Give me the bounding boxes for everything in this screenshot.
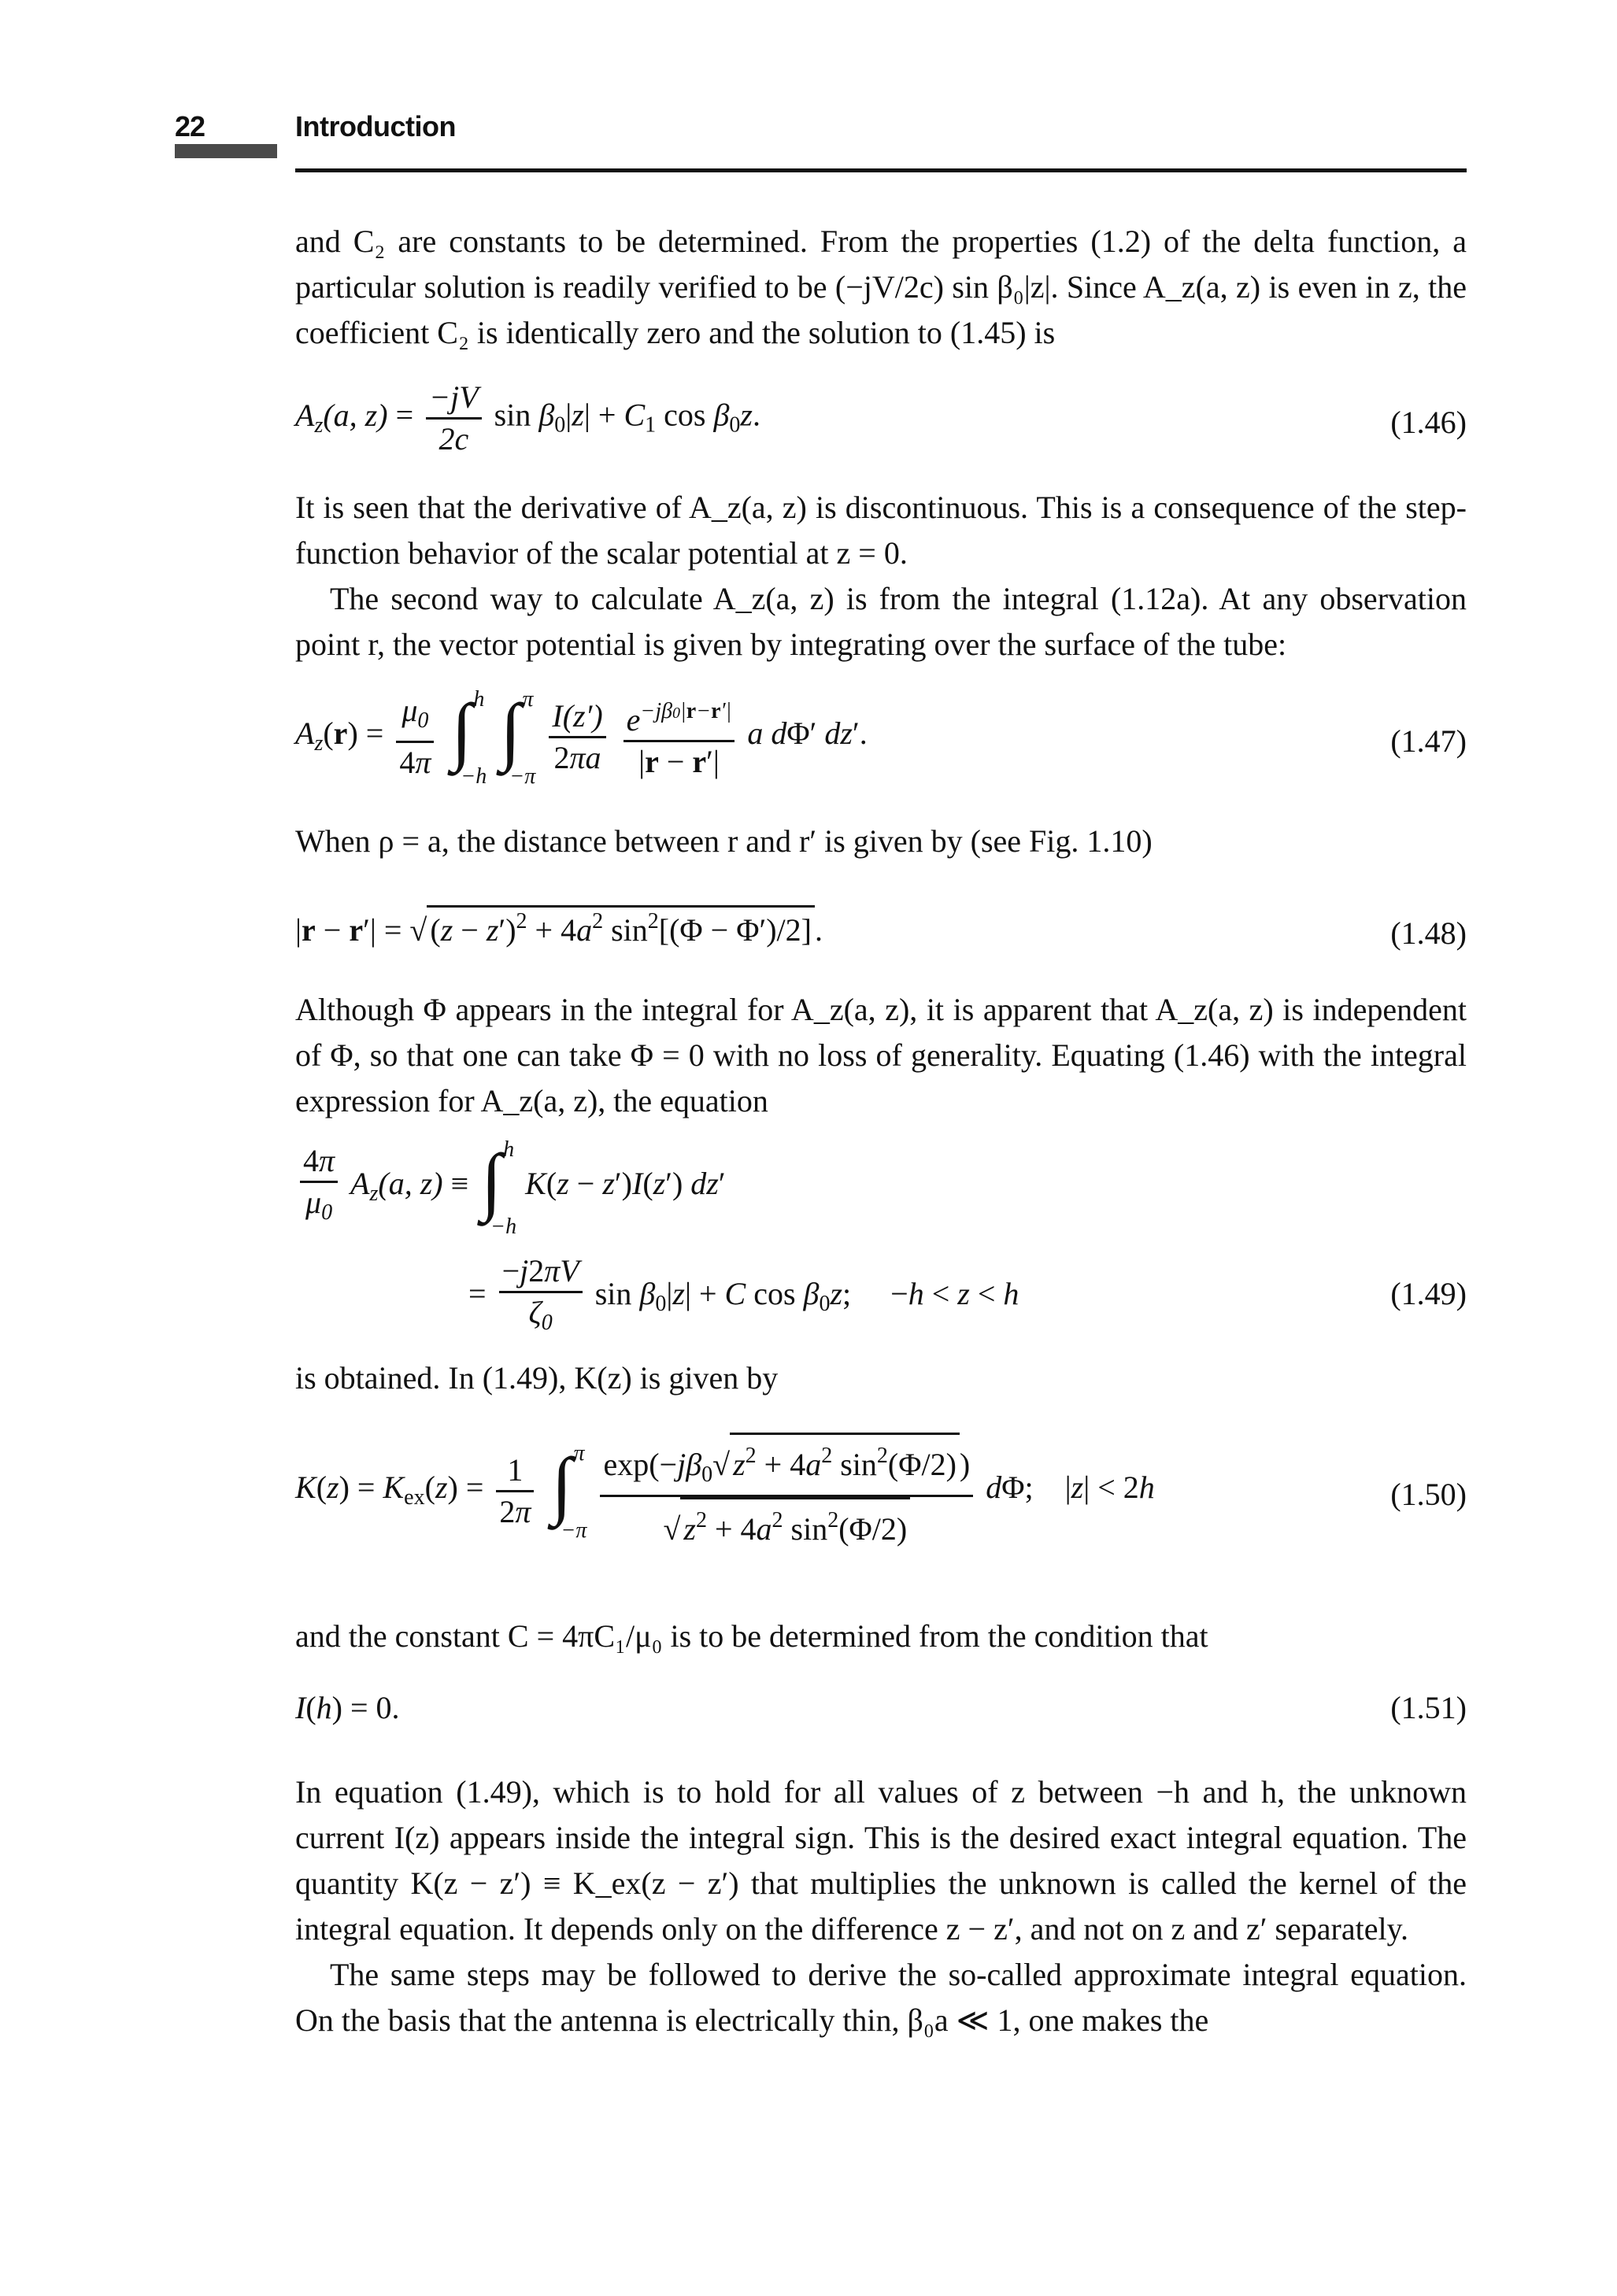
paragraph-7-text: and the constant C = 4πC₁/μ₀ is to be determined from the condition that bbox=[295, 1618, 1208, 1654]
equation-1-48: |r − r′| = √ $(z - z')^2 + 4a^2$ $\sin^2[(\Phi - \Phi')/2]$ . (1.48) bbox=[295, 897, 1467, 960]
paragraph-6-text: is obtained. In (1.49), K(z) is given by bbox=[295, 1360, 779, 1396]
paragraph-3-text: The second way to calculate A_z(a, z) is from the integral (1.12a). At any observation point r, the vector potential is given by integrating over the surface of the tube: bbox=[295, 581, 1467, 662]
page-number: 22 bbox=[175, 110, 205, 142]
page-number-bar bbox=[175, 144, 277, 158]
equation-1-46: $A_z(a$, z) = $\frac{-jV}{2c}$ $\sin \beta_0|z| + C_1$ $\cos \beta_0z$. (1.46) bbox=[295, 379, 1467, 457]
eqnum-1-50: (1.50) bbox=[1390, 1477, 1467, 1512]
paragraph-8 bbox=[295, 1769, 1467, 2043]
running-head: Introduction bbox=[295, 110, 456, 142]
eqnum-1-48: (1.48) bbox=[1390, 915, 1467, 951]
paragraph-1 bbox=[295, 219, 1467, 356]
equation-1-50: $K(z) = K_{ex}(z)$ = $\frac{1}{2\pi}$ ∫ π −π $\frac{\exp(-j\beta_0√ z^2 + 4a^2 \sin^2(\Phi/2) )}{√ z^2 + 4a^2 \sin^2(\Phi/2)}$ dΦ; |z| < 2h (1.50) bbox=[295, 1433, 1467, 1574]
paragraph-8-text: In equation (1.49), which is to hold for all values of z between −h and h, the unknown current I(z) appears inside the integral sign. This is the desired exact integral equation. The quantity K(z − z′) ≡ K_ex(z − z′) that multiplies the unknown is called the kernel of the integral equation. It depends only on the difference z − z′, and not on z and z′ separately. bbox=[295, 1774, 1467, 1947]
paragraph-4-text: When ρ = a, the distance between r and r′ is given by (see Fig. 1.10) bbox=[295, 823, 1153, 859]
eqnum-1-47: (1.47) bbox=[1390, 723, 1467, 759]
paragraph-2-text: It is seen that the derivative of A_z(a, z) is discontinuous. This is a consequence of the step-function behavior of the scalar potential at z = 0. bbox=[295, 490, 1467, 571]
header-rule bbox=[295, 168, 1467, 172]
paragraph-7 bbox=[295, 1614, 1467, 1659]
equation-1-47: $A_z(r)$ = $\frac{\mu_0}{4\pi}$ ∫ h −h ∫ π −π $\frac{I(z')}{2\pi a}$ $\frac{e^{-j\beta 0|r-r'|}}{|r - r'|}$ a dΦ′ dz′. (1.47) bbox=[295, 687, 1467, 789]
paragraph-6 bbox=[295, 1355, 1467, 1401]
equation-1-49: $\frac{4\pi}{\mu_0}$ $A_z(a$, z) ≡ ∫ h −h K(z − z′)I(z′) dz′ = $\frac{-j2\pi V}{\zeta_0}$ $\sin \beta_0|z| + C$ $\cos \beta_0z$; −h < z < h (1.49) bbox=[295, 1141, 1467, 1354]
paragraph-5-text: Although Φ appears in the integral for A_z(a, z), it is apparent that A_z(a, z) is independent of Φ, so that one can take Φ = 0 with no loss of generality. Equating (1.46) with the integral expression for A_z(a, z), the equation bbox=[295, 992, 1467, 1118]
paragraph-2 bbox=[295, 485, 1467, 667]
paragraph-5 bbox=[295, 987, 1467, 1124]
paragraph-9-text: The same steps may be followed to derive the so-called approximate integral equation. On the basis that the antenna is electrically thin, β₀a ≪ 1, one makes the bbox=[295, 1957, 1467, 2038]
eqnum-1-49: (1.49) bbox=[1390, 1276, 1467, 1311]
eqnum-1-46: (1.46) bbox=[1390, 405, 1467, 440]
paragraph-4 bbox=[295, 819, 1467, 864]
paragraph-1-text: and C₂ are constants to be determined. From the properties (1.2) of the delta function, a particular solution is readily verified to be (−jV/2c) sin β₀|z|. Since A_z(a, z) is even in z, the coefficient C₂ is identically zero and the solution to (1.45) is bbox=[295, 224, 1467, 350]
eqnum-1-51: (1.51) bbox=[1390, 1690, 1467, 1725]
equation-1-51: I(h) = 0. (1.51) bbox=[295, 1690, 1467, 1725]
